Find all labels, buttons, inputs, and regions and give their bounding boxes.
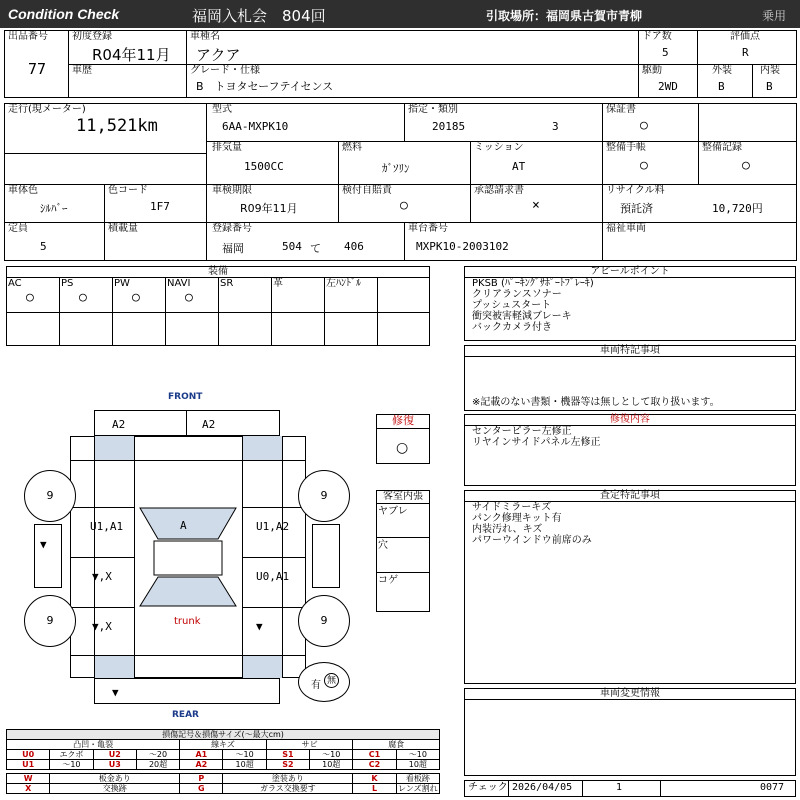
mirror-right <box>312 524 340 588</box>
insurance-label: 検付自賠責 <box>342 185 392 196</box>
history-label: 車歴 <box>72 65 92 76</box>
equipment-value: ○ <box>185 290 193 305</box>
plate-kana: て <box>310 242 321 255</box>
equipment-label: NAVI <box>167 278 191 289</box>
front-label: FRONT <box>168 392 203 402</box>
designation-value-2: 3 <box>552 120 559 133</box>
rating-value: R <box>742 46 749 59</box>
mileage-label: 走行(現メーター) <box>8 104 86 115</box>
check-count: 1 <box>616 782 623 793</box>
equipment-label: PW <box>114 278 130 289</box>
color-code-value: 1F7 <box>150 200 170 213</box>
color-label: 車体色 <box>8 185 38 196</box>
front-right-door-code: U1,A2 <box>256 520 290 533</box>
first-reg-label: 初度登録 <box>72 31 112 42</box>
plate-region: 福岡 <box>222 242 244 255</box>
mission-value: AT <box>512 160 526 173</box>
warranty-label: 保証書 <box>606 104 636 115</box>
plate-label: 登録番号 <box>212 223 252 234</box>
rear-bumper <box>94 678 280 704</box>
interior-label: 内装 <box>760 65 780 76</box>
chassis-value: MXPK10-2003102 <box>416 240 509 253</box>
equipment-label: 左ﾊﾝﾄﾞﾙ <box>326 278 361 289</box>
mileage-value: 11,521km <box>76 116 158 136</box>
legend-col-corrosion: 腐食 <box>353 740 440 750</box>
front-bumper-right-code: A2 <box>202 418 216 431</box>
front-left-door-code: U1,A1 <box>90 520 124 533</box>
equipment-value: ○ <box>132 290 140 305</box>
first-reg-value: R04年11月 <box>92 46 171 64</box>
equipment-value: ○ <box>26 290 34 305</box>
displacement-value: 1500CC <box>244 160 284 173</box>
legend-desc: 板金あり <box>50 774 180 784</box>
capacity-label: 定員 <box>8 223 28 234</box>
doors-label: ドア数 <box>642 31 672 42</box>
legend-code: S1 <box>266 750 309 760</box>
legend-desc: 看板跡 <box>396 774 439 784</box>
welfare-label: 福祉車両 <box>606 223 646 234</box>
approval-value: × <box>532 198 540 213</box>
legend-desc: レンズ割れ <box>398 784 438 793</box>
model-value: アクア <box>196 46 241 64</box>
legend-desc: 〜10 <box>310 750 353 760</box>
equipment-label: AC <box>8 278 22 289</box>
legend-desc: エクボ <box>50 750 93 760</box>
legend-desc: ガラス交換要す <box>223 784 353 794</box>
mirror-left <box>34 524 62 588</box>
repair-flag-value: ○ <box>396 440 409 456</box>
interior-value: B <box>766 80 773 93</box>
tire-rear-right: 9 <box>298 595 350 647</box>
change-info-panel <box>464 688 796 776</box>
spare-present-label: 有 <box>311 680 321 691</box>
equipment-value: ○ <box>79 290 87 305</box>
rating-label: 評価点 <box>730 31 760 42</box>
equipment-label: PS <box>61 278 74 289</box>
rear-bumper-mark: ▼ <box>112 686 119 699</box>
special-title: 車両特記事項 <box>464 345 796 357</box>
inspection-value: R09年11月 <box>240 202 298 215</box>
rear-right-quarter-code: ▼ <box>256 620 263 633</box>
legend-desc: 20超 <box>136 760 179 770</box>
model-label: 車種名 <box>190 31 220 42</box>
maint-book-label: 整備手帳 <box>606 142 646 153</box>
drive-label: 駆動 <box>642 65 662 76</box>
legend-code: A1 <box>180 750 223 760</box>
change-info-title: 車両変更情報 <box>464 688 796 700</box>
check-number: 0077 <box>760 782 785 793</box>
warranty-value: ○ <box>640 118 648 133</box>
legend-title: 損傷記号＆損傷サイズ(〜最大cm) <box>7 730 440 740</box>
check-date: 2026/04/05 <box>512 782 573 793</box>
equipment-title: 装備 <box>6 266 430 278</box>
mirror-left-mark: ▼ <box>40 538 47 551</box>
legend-code: C1 <box>353 750 396 760</box>
tire-rear-left: 9 <box>24 595 76 647</box>
legend-code: G <box>180 784 223 794</box>
repair-detail-text: センターピラー左修正 リヤインサイドパネル左修正 <box>472 426 601 448</box>
legend-code: U2 <box>93 750 136 760</box>
color-value: ｼﾙﾊﾞｰ <box>40 202 68 215</box>
legend-desc: 10超 <box>223 760 266 770</box>
legend-desc: 10超 <box>396 760 439 770</box>
fuel-label: 燃料 <box>342 142 362 153</box>
hood-code: A <box>180 519 187 532</box>
rear-left-quarter-code: ▼,X <box>92 620 112 633</box>
appeal-text: PKSB (ﾊﾟｰｷﾝｸﾞｻﾎﾟｰﾄﾌﾞﾚｰｷ) クリアランスソナー プッシュスタート 衝突被害軽減ブレーキ バックカメラ付き <box>472 278 594 333</box>
grade-value: B トヨタセーフテイセンス <box>196 80 334 93</box>
fuel-value: ｶﾞｿﾘﾝ <box>382 162 410 175</box>
interior-tear-label: ヤブレ <box>378 506 408 517</box>
vehicle-category: 乗用 <box>762 9 787 23</box>
trunk-label: trunk <box>174 616 201 627</box>
auction-title: 福岡入札会 804回 <box>192 7 326 25</box>
recycle-label: リサイクル料 <box>606 185 665 196</box>
legend-desc: 〜10 <box>50 760 93 770</box>
repair-detail-title: 修復内容 <box>464 414 796 426</box>
designation-value-1: 20185 <box>432 120 466 133</box>
pickup-location: 引取場所：福岡県古賀市青柳 <box>486 9 643 23</box>
type-label: 型式 <box>212 104 232 115</box>
maint-record-value: ○ <box>742 158 750 173</box>
header-bar <box>0 0 800 28</box>
inspection-label: 車検期限 <box>212 185 252 196</box>
plate-number: 406 <box>344 240 364 253</box>
displacement-label: 排気量 <box>212 142 242 153</box>
grade-label: グレード・仕様 <box>190 65 260 76</box>
legend-code: W <box>7 774 50 784</box>
legend-desc: 〜10 <box>396 750 439 760</box>
special-note: ※記載のない書類・機器等は無しとして取り扱います。 <box>472 397 720 408</box>
chassis-label: 車台番号 <box>408 223 448 234</box>
legend-desc: 10超 <box>310 760 353 770</box>
inspection-notes-title: 査定特記事項 <box>464 490 796 502</box>
capacity-value: 5 <box>40 240 47 253</box>
front-bumper-left-code: A2 <box>112 418 126 431</box>
type-value: 6AA-MXPK10 <box>222 120 289 133</box>
interior-hole-label: 穴 <box>378 540 388 551</box>
load-label: 積載量 <box>108 223 138 234</box>
approval-label: 承認請求書 <box>474 185 524 196</box>
lot-number: 77 <box>28 60 47 78</box>
equipment-label: 革 <box>273 278 283 289</box>
legend-code: K <box>353 774 396 784</box>
legend-code: A2 <box>180 760 223 770</box>
legend-code: S2 <box>266 760 309 770</box>
check-label: チェック <box>468 782 508 793</box>
repair-flag-title: 修復 <box>376 414 430 429</box>
legend-desc: 〜10 <box>223 750 266 760</box>
inspection-notes-text: サイドミラーキズ パンク修理キット有 内装汚れ、キズ パワーウインドウ前席のみ <box>472 502 592 546</box>
maint-record-label: 整備記録 <box>702 142 742 153</box>
designation-label: 指定・類別 <box>408 104 458 115</box>
color-code-label: 色コード <box>108 185 148 196</box>
brand-title: Condition Check <box>8 6 120 22</box>
legend-desc: 塗装あり <box>223 774 353 784</box>
rear-right-door-code: U0,A1 <box>256 570 290 583</box>
rear-label: REAR <box>172 710 199 720</box>
damage-legend <box>6 729 440 794</box>
interior-title: 客室内張 <box>376 490 430 504</box>
recycle-amount: 10,720円 <box>712 202 763 215</box>
legend-code: L <box>353 784 396 794</box>
legend-code: U0 <box>7 750 50 760</box>
legend-code: U1 <box>7 760 50 770</box>
drive-value: 2WD <box>658 80 678 93</box>
maint-book-value: ○ <box>640 158 648 173</box>
legend-code: C2 <box>353 760 396 770</box>
legend-code: U3 <box>93 760 136 770</box>
equipment-label: SR <box>220 278 234 289</box>
legend-code: X <box>7 784 50 794</box>
glass-shape <box>134 507 242 607</box>
lot-label: 出品番号 <box>8 31 48 42</box>
rear-left-door-code: ▼,X <box>92 570 112 583</box>
exterior-value: B <box>718 80 725 93</box>
legend-code: P <box>180 774 223 784</box>
interior-burn-label: コゲ <box>378 575 398 586</box>
legend-desc: 〜20 <box>136 750 179 760</box>
recycle-status: 預託済 <box>620 202 653 215</box>
mission-label: ミッション <box>474 142 524 153</box>
tire-front-left: 9 <box>24 470 76 522</box>
plate-class: 504 <box>282 240 302 253</box>
tire-front-right: 9 <box>298 470 350 522</box>
legend-col-rust: サビ <box>266 740 353 750</box>
doors-value: 5 <box>662 46 669 59</box>
exterior-label: 外装 <box>712 65 732 76</box>
insurance-value: ○ <box>400 198 408 213</box>
legend-desc: 交換跡 <box>50 784 180 794</box>
legend-col-dent: 凸凹・亀裂 <box>7 740 180 750</box>
appeal-title: アピールポイント <box>464 266 796 278</box>
legend-col-scratch: 線キズ <box>180 740 267 750</box>
spare-absent-mark: 無 <box>324 673 339 688</box>
